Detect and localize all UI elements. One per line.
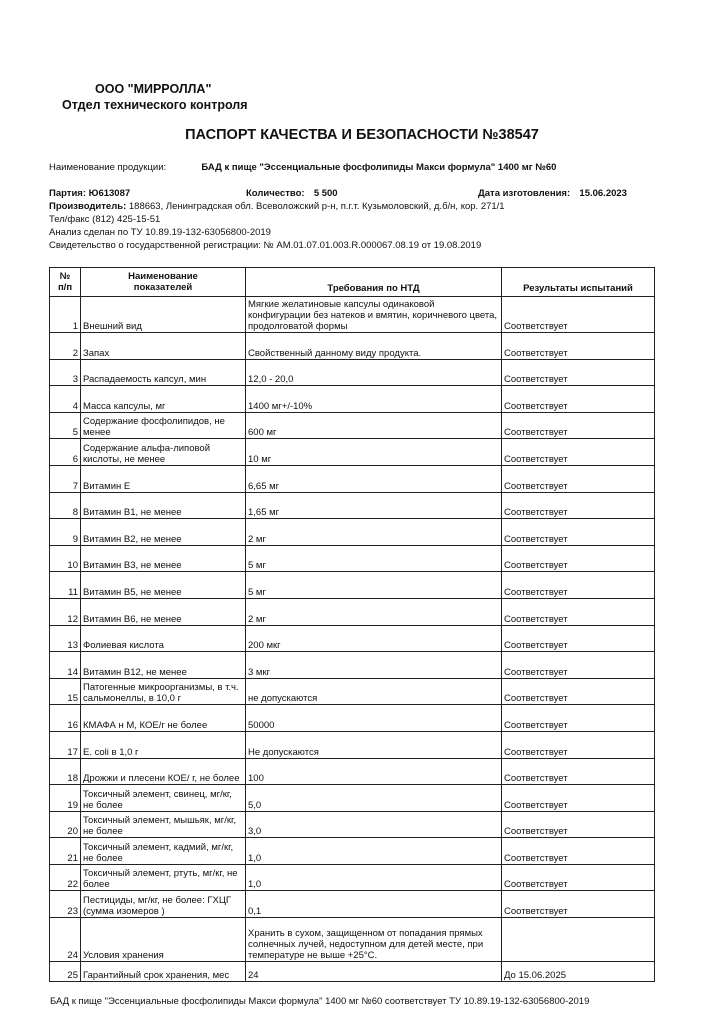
product-value: БАД к пище "Эссенциальные фосфолипиды Макси формула" 1400 мг №60 <box>201 162 557 173</box>
product-label: Наименование продукции: <box>49 162 167 173</box>
row-indicator-name: Витамин В12, не менее <box>81 652 246 679</box>
row-requirement: 600 мг <box>246 412 502 439</box>
row-requirement: не допускаются <box>246 678 502 705</box>
header-req: Требования по НТД <box>246 268 502 297</box>
manufacture-date-line <box>478 188 627 199</box>
row-indicator-name: Содержание альфа-липовой кислоты, не менее <box>81 439 246 466</box>
table-row <box>50 519 655 546</box>
batch-value: Ю613087 <box>88 188 131 199</box>
document-title: ПАСПОРТ КАЧЕСТВА И БЕЗОПАСНОСТИ №38547 <box>185 127 539 143</box>
table-row <box>50 758 655 785</box>
table-row <box>50 838 655 865</box>
row-result: Соответствует <box>502 359 655 386</box>
batch-label: Партия: <box>49 188 86 199</box>
row-requirement: 1,0 <box>246 838 502 865</box>
row-requirement: Не допускаются <box>246 731 502 758</box>
table-row <box>50 465 655 492</box>
row-result: Соответствует <box>502 439 655 466</box>
company-name: ООО "МИРРОЛЛА" <box>95 82 212 96</box>
row-number: 9 <box>50 519 81 546</box>
row-requirement: 3 мкг <box>246 652 502 679</box>
row-number: 22 <box>50 864 81 891</box>
table-row <box>50 598 655 625</box>
row-result: Соответствует <box>502 838 655 865</box>
row-number: 3 <box>50 359 81 386</box>
row-number: 5 <box>50 412 81 439</box>
table-row <box>50 678 655 705</box>
header-name-text: Наименование показателей <box>128 271 198 293</box>
quantity-line <box>246 188 338 199</box>
row-result: Соответствует <box>502 519 655 546</box>
manufacture-date-value: 15.06.2023 <box>579 188 627 199</box>
row-requirement: Свойственный данному виду продукта. <box>246 333 502 360</box>
row-indicator-name: КМАФА н М, КОЕ/г не более <box>81 705 246 732</box>
table-row <box>50 625 655 652</box>
row-result: Соответствует <box>502 758 655 785</box>
row-result: Соответствует <box>502 705 655 732</box>
row-number: 11 <box>50 572 81 599</box>
footer-statement: БАД к пище "Эссенциальные фосфолипиды Макси формула" 1400 мг №60 соответствует ТУ 10.89.19-132-63056800-2019 <box>50 996 590 1007</box>
row-number: 20 <box>50 811 81 838</box>
row-result: Соответствует <box>502 891 655 918</box>
row-requirement: 2 мг <box>246 519 502 546</box>
table-row <box>50 386 655 413</box>
row-number: 4 <box>50 386 81 413</box>
row-result: Соответствует <box>502 785 655 812</box>
row-result: Соответствует <box>502 465 655 492</box>
row-indicator-name: Токсичный элемент, кадмий, мг/кг, не более <box>81 838 246 865</box>
row-requirement: 5,0 <box>246 785 502 812</box>
row-indicator-name: Содержание фосфолипидов, не менее <box>81 412 246 439</box>
row-number: 21 <box>50 838 81 865</box>
row-result: Соответствует <box>502 412 655 439</box>
table-row <box>50 359 655 386</box>
row-indicator-name: Витамин В3, не менее <box>81 545 246 572</box>
row-number: 23 <box>50 891 81 918</box>
row-indicator-name: Распадаемость капсул, мин <box>81 359 246 386</box>
table-row <box>50 811 655 838</box>
row-requirement: 200 мкг <box>246 625 502 652</box>
row-result: Соответствует <box>502 652 655 679</box>
row-result: Соответствует <box>502 297 655 333</box>
row-requirement: 5 мг <box>246 572 502 599</box>
row-requirement: 3,0 <box>246 811 502 838</box>
row-number: 12 <box>50 598 81 625</box>
row-result: Соответствует <box>502 598 655 625</box>
table-row <box>50 962 655 982</box>
quantity-label: Количество: <box>246 188 305 199</box>
row-requirement: 5 мг <box>246 545 502 572</box>
table-row <box>50 705 655 732</box>
row-indicator-name: Витамин В1, не менее <box>81 492 246 519</box>
row-number: 24 <box>50 918 81 962</box>
row-number: 10 <box>50 545 81 572</box>
row-number: 7 <box>50 465 81 492</box>
table-row <box>50 731 655 758</box>
row-indicator-name: Токсичный элемент, свинец, мг/кг, не более <box>81 785 246 812</box>
table-row <box>50 891 655 918</box>
row-number: 2 <box>50 333 81 360</box>
table-row <box>50 439 655 466</box>
row-result: Соответствует <box>502 864 655 891</box>
row-requirement: 0,1 <box>246 891 502 918</box>
row-number: 25 <box>50 962 81 982</box>
row-result: Соответствует <box>502 811 655 838</box>
table-header-row <box>50 268 655 297</box>
row-number: 18 <box>50 758 81 785</box>
row-requirement: Хранить в сухом, защищенном от попадания прямых солнечных лучей, недоступном для детей месте, при температуре не выше +25°С. <box>246 918 502 962</box>
header-num <box>50 268 81 297</box>
row-result: Соответствует <box>502 625 655 652</box>
certificate-line: Свидетельство о государственной регистрации: № АМ.01.07.01.003.R.000067.08.19 от 19.08.2019 <box>49 240 482 251</box>
row-number: 15 <box>50 678 81 705</box>
table-row <box>50 333 655 360</box>
quality-table <box>49 267 655 982</box>
row-number: 6 <box>50 439 81 466</box>
row-indicator-name: Витамин В2, не менее <box>81 519 246 546</box>
row-indicator-name: Токсичный элемент, мышьяк, мг/кг, не более <box>81 811 246 838</box>
row-requirement: 1,0 <box>246 864 502 891</box>
row-number: 14 <box>50 652 81 679</box>
row-indicator-name: Внешний вид <box>81 297 246 333</box>
row-result: Соответствует <box>502 572 655 599</box>
row-indicator-name: Гарантийный срок хранения, мес <box>81 962 246 982</box>
table-row <box>50 652 655 679</box>
department-name: Отдел технического контроля <box>62 98 248 112</box>
row-indicator-name: Токсичный элемент, ртуть, мг/кг, не более <box>81 864 246 891</box>
row-result: Соответствует <box>502 731 655 758</box>
row-requirement: 2 мг <box>246 598 502 625</box>
row-number: 8 <box>50 492 81 519</box>
table-row <box>50 297 655 333</box>
row-requirement: 24 <box>246 962 502 982</box>
table-row <box>50 412 655 439</box>
header-name <box>81 268 246 297</box>
row-number: 13 <box>50 625 81 652</box>
row-requirement: 10 мг <box>246 439 502 466</box>
table-row <box>50 785 655 812</box>
row-requirement: 50000 <box>246 705 502 732</box>
row-result: Соответствует <box>502 545 655 572</box>
row-indicator-name: Запах <box>81 333 246 360</box>
row-result: Соответствует <box>502 492 655 519</box>
row-requirement: 100 <box>246 758 502 785</box>
row-number: 19 <box>50 785 81 812</box>
producer-line <box>49 201 505 212</box>
row-indicator-name: Масса капсулы, мг <box>81 386 246 413</box>
row-requirement: Мягкие желатиновые капсулы одинаковой конфигурации без натеков и вмятин, коричневого цвета, продолговатой формы <box>246 297 502 333</box>
row-indicator-name: Патогенные микроорганизмы, в т.ч. сальмонеллы, в 10,0 г <box>81 678 246 705</box>
phone-line: Тел/факс (812) 425-15-51 <box>49 214 161 225</box>
row-indicator-name: Пестициды, мг/кг, не более: ГХЦГ (сумма изомеров ) <box>81 891 246 918</box>
row-result: Соответствует <box>502 678 655 705</box>
header-res: Результаты испытаний <box>502 268 655 297</box>
row-result: Соответствует <box>502 333 655 360</box>
producer-value: 188663, Ленинградская обл. Всеволожский р-н, п.г.т. Кузьмоловский, д.б/н, кор. 271/1 <box>128 201 505 212</box>
row-indicator-name: Условия хранения <box>81 918 246 962</box>
product-line <box>49 162 556 173</box>
row-number: 16 <box>50 705 81 732</box>
row-requirement: 6,65 мг <box>246 465 502 492</box>
row-result: До 15.06.2025 <box>502 962 655 982</box>
table-row <box>50 572 655 599</box>
batch-line <box>49 188 130 199</box>
row-requirement: 1,65 мг <box>246 492 502 519</box>
table-row <box>50 545 655 572</box>
row-indicator-name: Фолиевая кислота <box>81 625 246 652</box>
row-number: 1 <box>50 297 81 333</box>
analysis-line: Анализ сделан по ТУ 10.89.19-132-63056800-2019 <box>49 227 271 238</box>
row-requirement: 12,0 - 20,0 <box>246 359 502 386</box>
row-indicator-name: Витамин В5, не менее <box>81 572 246 599</box>
manufacture-date-label: Дата изготовления: <box>478 188 571 199</box>
table-row <box>50 492 655 519</box>
table-row <box>50 918 655 962</box>
row-indicator-name: Дрожжи и плесени КОЕ/ г, не более <box>81 758 246 785</box>
producer-label: Производитель: <box>49 201 127 212</box>
row-indicator-name: Витамин Е <box>81 465 246 492</box>
row-result <box>502 918 655 962</box>
quantity-value: 5 500 <box>313 188 338 199</box>
header-num-text: № п/п <box>57 271 73 293</box>
row-number: 17 <box>50 731 81 758</box>
row-result: Соответствует <box>502 386 655 413</box>
row-indicator-name: E. coli в 1,0 г <box>81 731 246 758</box>
row-requirement: 1400 мг+/-10% <box>246 386 502 413</box>
table-row <box>50 864 655 891</box>
row-indicator-name: Витамин В6, не менее <box>81 598 246 625</box>
